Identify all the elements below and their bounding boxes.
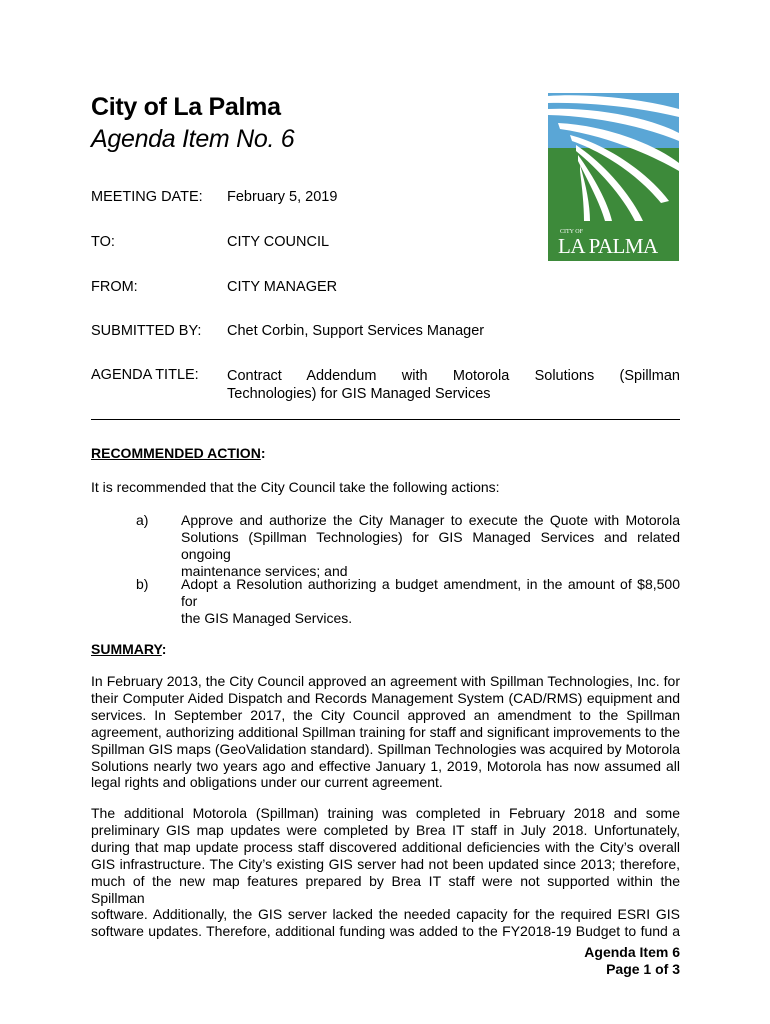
from-label: FROM: [91,279,138,295]
page-number: Page 1 of 3 [606,961,680,977]
summary-heading: SUMMARY: [91,641,167,657]
action-item-text: Adopt a Resolution authorizing a budget amendment, in the amount of $8,500 for the GIS Managed Services. [181,576,680,626]
logo-small-text: CITY OF [560,229,583,235]
action-item-letter: a) [136,512,149,528]
agenda-title-value [227,367,680,403]
summary-paragraph: The additional Motorola (Spillman) training was completed in February 2018 and some preliminary GIS map updates were completed by Brea IT staff in July 2018. Unfortunately, during that map update process staff discovered additional deficiencies with the City’s overall GIS infrastructure. The City’s existing GIS server had not been updated since 2013; therefore, much of the new map features prepared by Brea IT staff were not supported within the Spillman software. Additionally, the GIS server lacked the needed capacity for the required ESRI GIS software updates. Therefore, additional funding was added to the FY2018-19 Budget to fund a [91,805,680,940]
divider [91,419,680,420]
footer-agenda-item: Agenda Item 6 [584,944,680,960]
recommended-action-heading: RECOMMENDED ACTION: [91,445,266,461]
agenda-title-line: Technologies) for GIS Managed Services [227,386,491,402]
document-title: City of La Palma [91,93,281,121]
submitted-by-label: SUBMITTED BY: [91,323,202,339]
logo-name: LA PALMA [558,234,658,258]
recommended-intro: It is recommended that the City Council take the following actions: [91,479,500,495]
meeting-date-label: MEETING DATE: [91,189,203,205]
to-value: CITY COUNCIL [227,234,330,250]
la-palma-logo [548,93,679,261]
to-label: TO: [91,234,115,250]
submitted-by-value: Chet Corbin, Support Services Manager [227,323,485,339]
agenda-item-number: Agenda Item No. 6 [91,125,295,153]
from-value: CITY MANAGER [227,279,338,295]
summary-paragraph: In February 2013, the City Council approved an agreement with Spillman Technologies, Inc. for their Computer Aided Dispatch and Records Management System (CAD/RMS) equipment and services. In September 2017, the City Council approved an amendment to the Spillman agreement, authorizing additional Spillman training for staff and significant improvements to the Spillman GIS maps (GeoValidation standard). Spillman Technologies was acquired by Motorola Solutions nearly two years ago and effective January 1, 2019, Motorola has now assumed all legal rights and obligations under our current agreement. [91,673,680,791]
agenda-title-line: Contract Addendum with Motorola Solutions (Spillman [227,368,680,384]
agenda-title-label: AGENDA TITLE: [91,367,199,383]
action-item-letter: b) [136,576,149,592]
action-item-text: Approve and authorize the City Manager to execute the Quote with Motorola Solutions (Spillman Technologies) for GIS Managed Services and related ongoing maintenance services; and [181,512,680,579]
meeting-date-value: February 5, 2019 [227,189,338,205]
